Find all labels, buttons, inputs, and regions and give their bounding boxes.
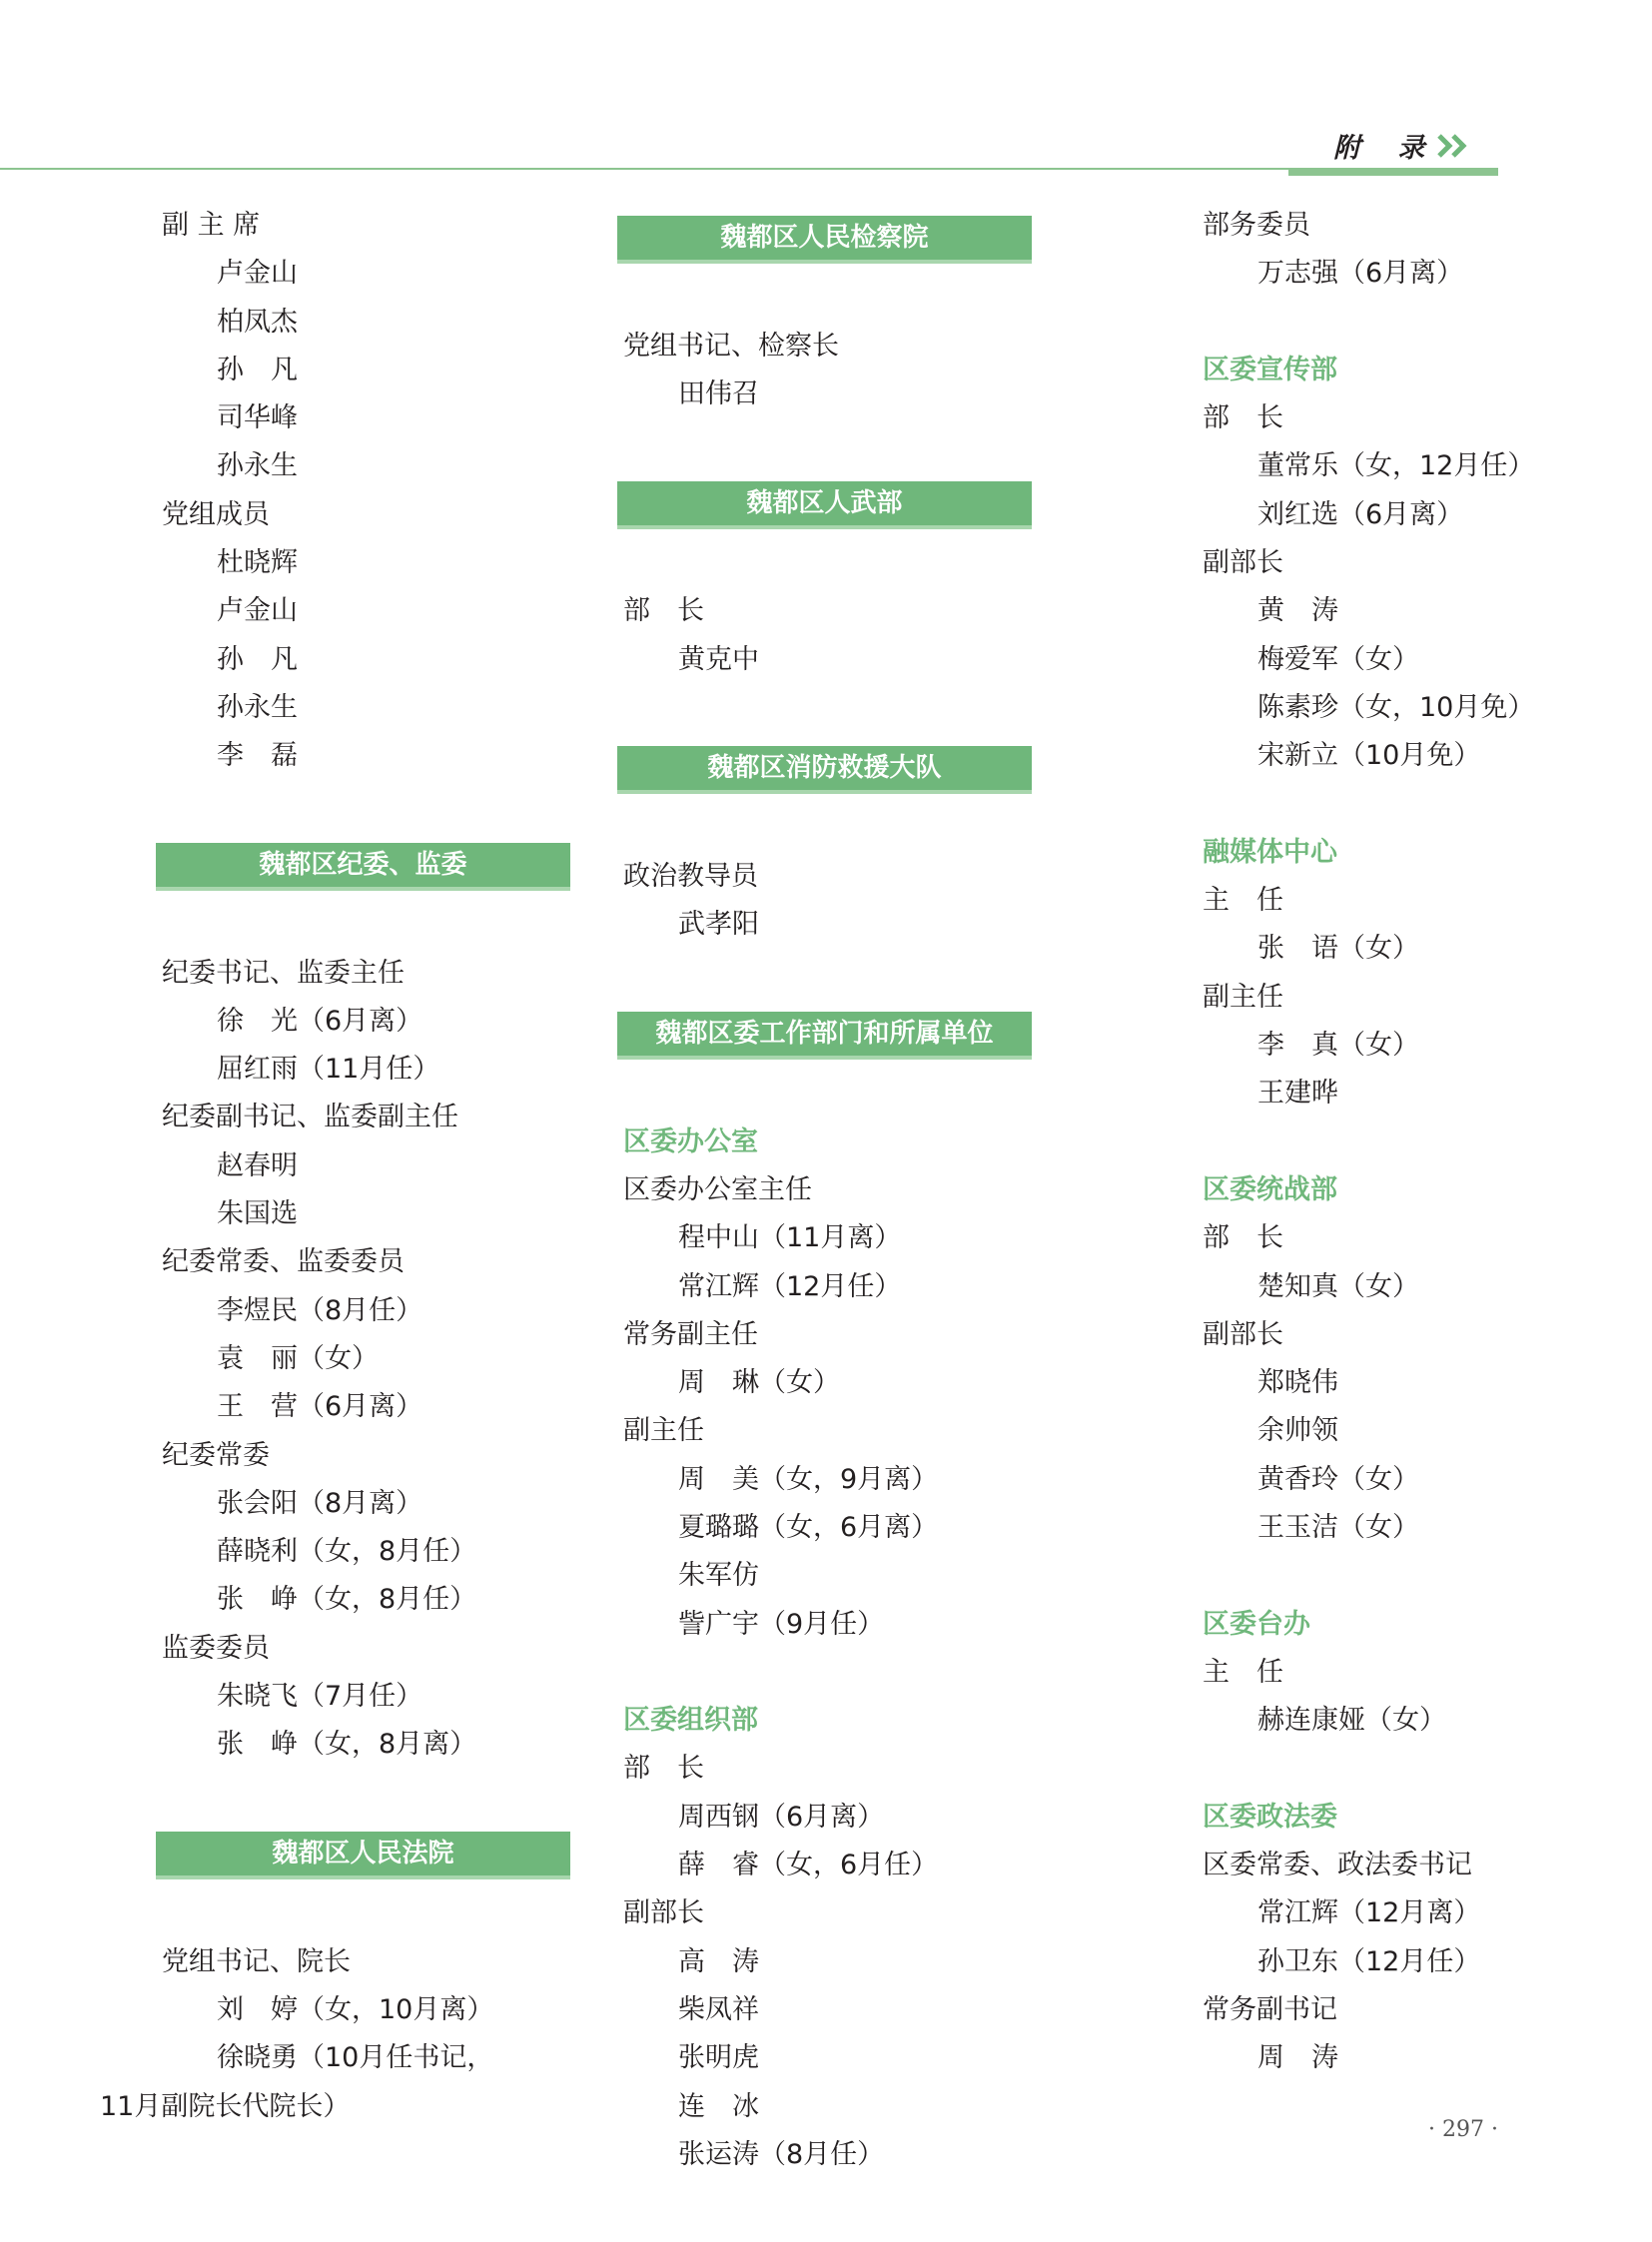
position-title: 部 长 bbox=[1203, 1222, 1283, 1254]
spacer bbox=[561, 950, 1001, 998]
person-name: 薛晓利（女，8月任） bbox=[217, 1536, 477, 1568]
position-title: 副部长 bbox=[1203, 1318, 1283, 1350]
position-title: 副主任 bbox=[623, 1415, 704, 1447]
department-heading: 区委办公室 bbox=[623, 1125, 758, 1157]
person-name: 赫连康娅（女） bbox=[1257, 1705, 1446, 1737]
person-name: 孙永生 bbox=[217, 691, 298, 723]
person-name: 黄克中 bbox=[678, 643, 759, 675]
person-name: 孙永生 bbox=[217, 450, 298, 482]
department-heading: 融媒体中心 bbox=[1203, 836, 1337, 868]
section-banner: 魏都区人武部 bbox=[617, 481, 1032, 525]
position-title: 区委办公室主任 bbox=[623, 1173, 812, 1205]
section-banner-wrap bbox=[561, 998, 1001, 1070]
spacer bbox=[1141, 781, 1580, 829]
continued-text: 11月副院长代院长） bbox=[100, 2090, 351, 2122]
person-name: 张运涛（8月任） bbox=[678, 2138, 885, 2170]
spacer bbox=[561, 274, 1001, 322]
position-title: 副主任 bbox=[1203, 981, 1283, 1013]
person-name: 董常乐（女，12月任） bbox=[1257, 450, 1535, 482]
section-banner-wrap bbox=[561, 467, 1001, 539]
section-banner-wrap bbox=[561, 732, 1001, 804]
spacer bbox=[561, 539, 1001, 587]
person-name: 朱军仿 bbox=[678, 1560, 759, 1592]
person-name: 徐 光（6月离） bbox=[217, 1005, 423, 1037]
person-name: 徐晓勇（10月任书记， bbox=[217, 2042, 494, 2074]
department-heading: 区委组织部 bbox=[623, 1705, 758, 1737]
person-name: 刘 婷（女，10月离） bbox=[217, 1993, 494, 2025]
person-name: 陈素珍（女，10月免） bbox=[1257, 691, 1535, 723]
person-name: 柏凤杰 bbox=[217, 306, 298, 338]
section-banner: 魏都区人民检察院 bbox=[617, 216, 1032, 260]
position-title: 部务委员 bbox=[1203, 210, 1310, 241]
person-name: 孙 凡 bbox=[217, 643, 298, 675]
spacer bbox=[100, 901, 539, 949]
position-title: 部 长 bbox=[623, 595, 704, 627]
spacer bbox=[100, 1889, 539, 1937]
spacer bbox=[1141, 1119, 1580, 1166]
section-banner: 魏都区人民法院 bbox=[156, 1832, 570, 1875]
column-right bbox=[1141, 202, 1580, 2083]
person-name: 郑晓伟 bbox=[1257, 1367, 1338, 1399]
person-name: 王建晔 bbox=[1257, 1078, 1338, 1110]
position-title: 副 主 席 bbox=[162, 210, 261, 241]
section-banner: 魏都区纪委、监委 bbox=[156, 843, 570, 887]
person-name: 孙卫东（12月任） bbox=[1257, 1945, 1481, 1977]
person-name: 连 冰 bbox=[678, 2090, 759, 2122]
person-name: 赵春明 bbox=[217, 1149, 298, 1181]
person-name: 訾广宇（9月任） bbox=[678, 1608, 885, 1640]
section-banner-wrap bbox=[100, 1818, 539, 1889]
person-name: 王玉洁（女） bbox=[1257, 1512, 1419, 1544]
position-title: 主 任 bbox=[1203, 1656, 1283, 1688]
running-header-title: 附 录 bbox=[1333, 133, 1439, 164]
person-name: 宋新立（10月免） bbox=[1257, 740, 1481, 772]
header-accent-bar bbox=[1288, 168, 1498, 176]
person-name: 梅爱军（女） bbox=[1257, 643, 1419, 675]
header-rule bbox=[0, 168, 1498, 170]
person-name: 朱国选 bbox=[217, 1198, 298, 1230]
position-title: 区委常委、政法委书记 bbox=[1203, 1850, 1472, 1881]
position-title: 政治教导员 bbox=[623, 860, 758, 892]
position-title: 纪委书记、监委主任 bbox=[162, 957, 405, 989]
person-name: 楚知真（女） bbox=[1257, 1270, 1419, 1302]
person-name: 万志强（6月离） bbox=[1257, 258, 1464, 290]
spacer bbox=[561, 805, 1001, 853]
position-title: 部 长 bbox=[623, 1753, 704, 1785]
person-name: 张明虎 bbox=[678, 2042, 759, 2074]
section-banner: 魏都区委工作部门和所属单位 bbox=[617, 1012, 1032, 1056]
position-title: 党组书记、检察长 bbox=[623, 330, 839, 362]
person-name: 屈红雨（11月任） bbox=[217, 1054, 440, 1086]
position-title: 部 长 bbox=[1203, 402, 1283, 434]
person-name: 张 语（女） bbox=[1257, 933, 1419, 965]
position-title: 党组书记、院长 bbox=[162, 1945, 351, 1977]
spacer bbox=[1141, 299, 1580, 347]
person-name: 杜晓辉 bbox=[217, 547, 298, 579]
person-name: 常江辉（12月任） bbox=[678, 1270, 902, 1302]
person-name: 周西钢（6月离） bbox=[678, 1801, 885, 1833]
person-name: 李煜民（8月任） bbox=[217, 1294, 423, 1326]
person-name: 黄香玲（女） bbox=[1257, 1463, 1419, 1495]
person-name: 卢金山 bbox=[217, 258, 298, 290]
spacer bbox=[100, 1770, 539, 1818]
position-title: 纪委常委 bbox=[162, 1439, 270, 1471]
person-name: 刘红选（6月离） bbox=[1257, 498, 1464, 530]
section-banner-wrap bbox=[561, 202, 1001, 274]
person-name: 李 真（女） bbox=[1257, 1030, 1419, 1062]
person-name: 周 美（女，9月离） bbox=[678, 1463, 939, 1495]
person-name: 王 营（6月离） bbox=[217, 1391, 423, 1423]
person-name: 黄 涛 bbox=[1257, 595, 1338, 627]
spacer bbox=[100, 781, 539, 829]
person-name: 孙 凡 bbox=[217, 354, 298, 385]
spacer bbox=[561, 418, 1001, 466]
position-title: 监委委员 bbox=[162, 1632, 270, 1664]
double-chevron-right-icon bbox=[1435, 133, 1475, 159]
page-number: · 297 · bbox=[1428, 2117, 1498, 2142]
spacer bbox=[561, 1649, 1001, 1697]
section-banner: 魏都区消防救援大队 bbox=[617, 746, 1032, 790]
person-name: 周 琳（女） bbox=[678, 1367, 840, 1399]
person-name: 余帅领 bbox=[1257, 1415, 1338, 1447]
person-name: 高 涛 bbox=[678, 1945, 759, 1977]
person-name: 张会阳（8月离） bbox=[217, 1487, 423, 1519]
spacer bbox=[561, 1070, 1001, 1118]
person-name: 常江辉（12月离） bbox=[1257, 1897, 1481, 1929]
person-name: 田伟召 bbox=[678, 378, 759, 410]
person-name: 李 磊 bbox=[217, 740, 298, 772]
person-name: 周 涛 bbox=[1257, 2042, 1338, 2074]
position-title: 副部长 bbox=[623, 1897, 704, 1929]
person-name: 张 峥（女，8月离） bbox=[217, 1729, 477, 1761]
position-title: 常务副书记 bbox=[1203, 1993, 1337, 2025]
person-name: 袁 丽（女） bbox=[217, 1342, 379, 1374]
department-heading: 区委政法委 bbox=[1203, 1801, 1337, 1833]
position-title: 主 任 bbox=[1203, 885, 1283, 917]
person-name: 武孝阳 bbox=[678, 909, 759, 941]
person-name: 程中山（11月离） bbox=[678, 1222, 902, 1254]
person-name: 司华峰 bbox=[217, 402, 298, 434]
person-name: 薛 睿（女，6月任） bbox=[678, 1850, 939, 1881]
spacer bbox=[1141, 1552, 1580, 1600]
person-name: 柴凤祥 bbox=[678, 1993, 759, 2025]
position-title: 常务副主任 bbox=[623, 1318, 758, 1350]
position-title: 纪委副书记、监委副主任 bbox=[162, 1102, 458, 1133]
person-name: 张 峥（女，8月任） bbox=[217, 1584, 477, 1616]
person-name: 夏璐璐（女，6月离） bbox=[678, 1511, 939, 1543]
department-heading: 区委宣传部 bbox=[1203, 354, 1337, 385]
position-title: 副部长 bbox=[1203, 547, 1283, 579]
person-name: 卢金山 bbox=[217, 595, 298, 627]
person-name: 朱晓飞（7月任） bbox=[217, 1681, 423, 1713]
column-left bbox=[100, 202, 539, 2131]
spacer bbox=[1141, 1746, 1580, 1794]
column-middle bbox=[561, 202, 1001, 2179]
position-title: 党组成员 bbox=[162, 498, 270, 530]
section-banner-wrap bbox=[100, 829, 539, 901]
spacer bbox=[561, 684, 1001, 732]
department-heading: 区委统战部 bbox=[1203, 1173, 1337, 1205]
position-title: 纪委常委、监委委员 bbox=[162, 1246, 405, 1278]
department-heading: 区委台办 bbox=[1203, 1608, 1310, 1640]
